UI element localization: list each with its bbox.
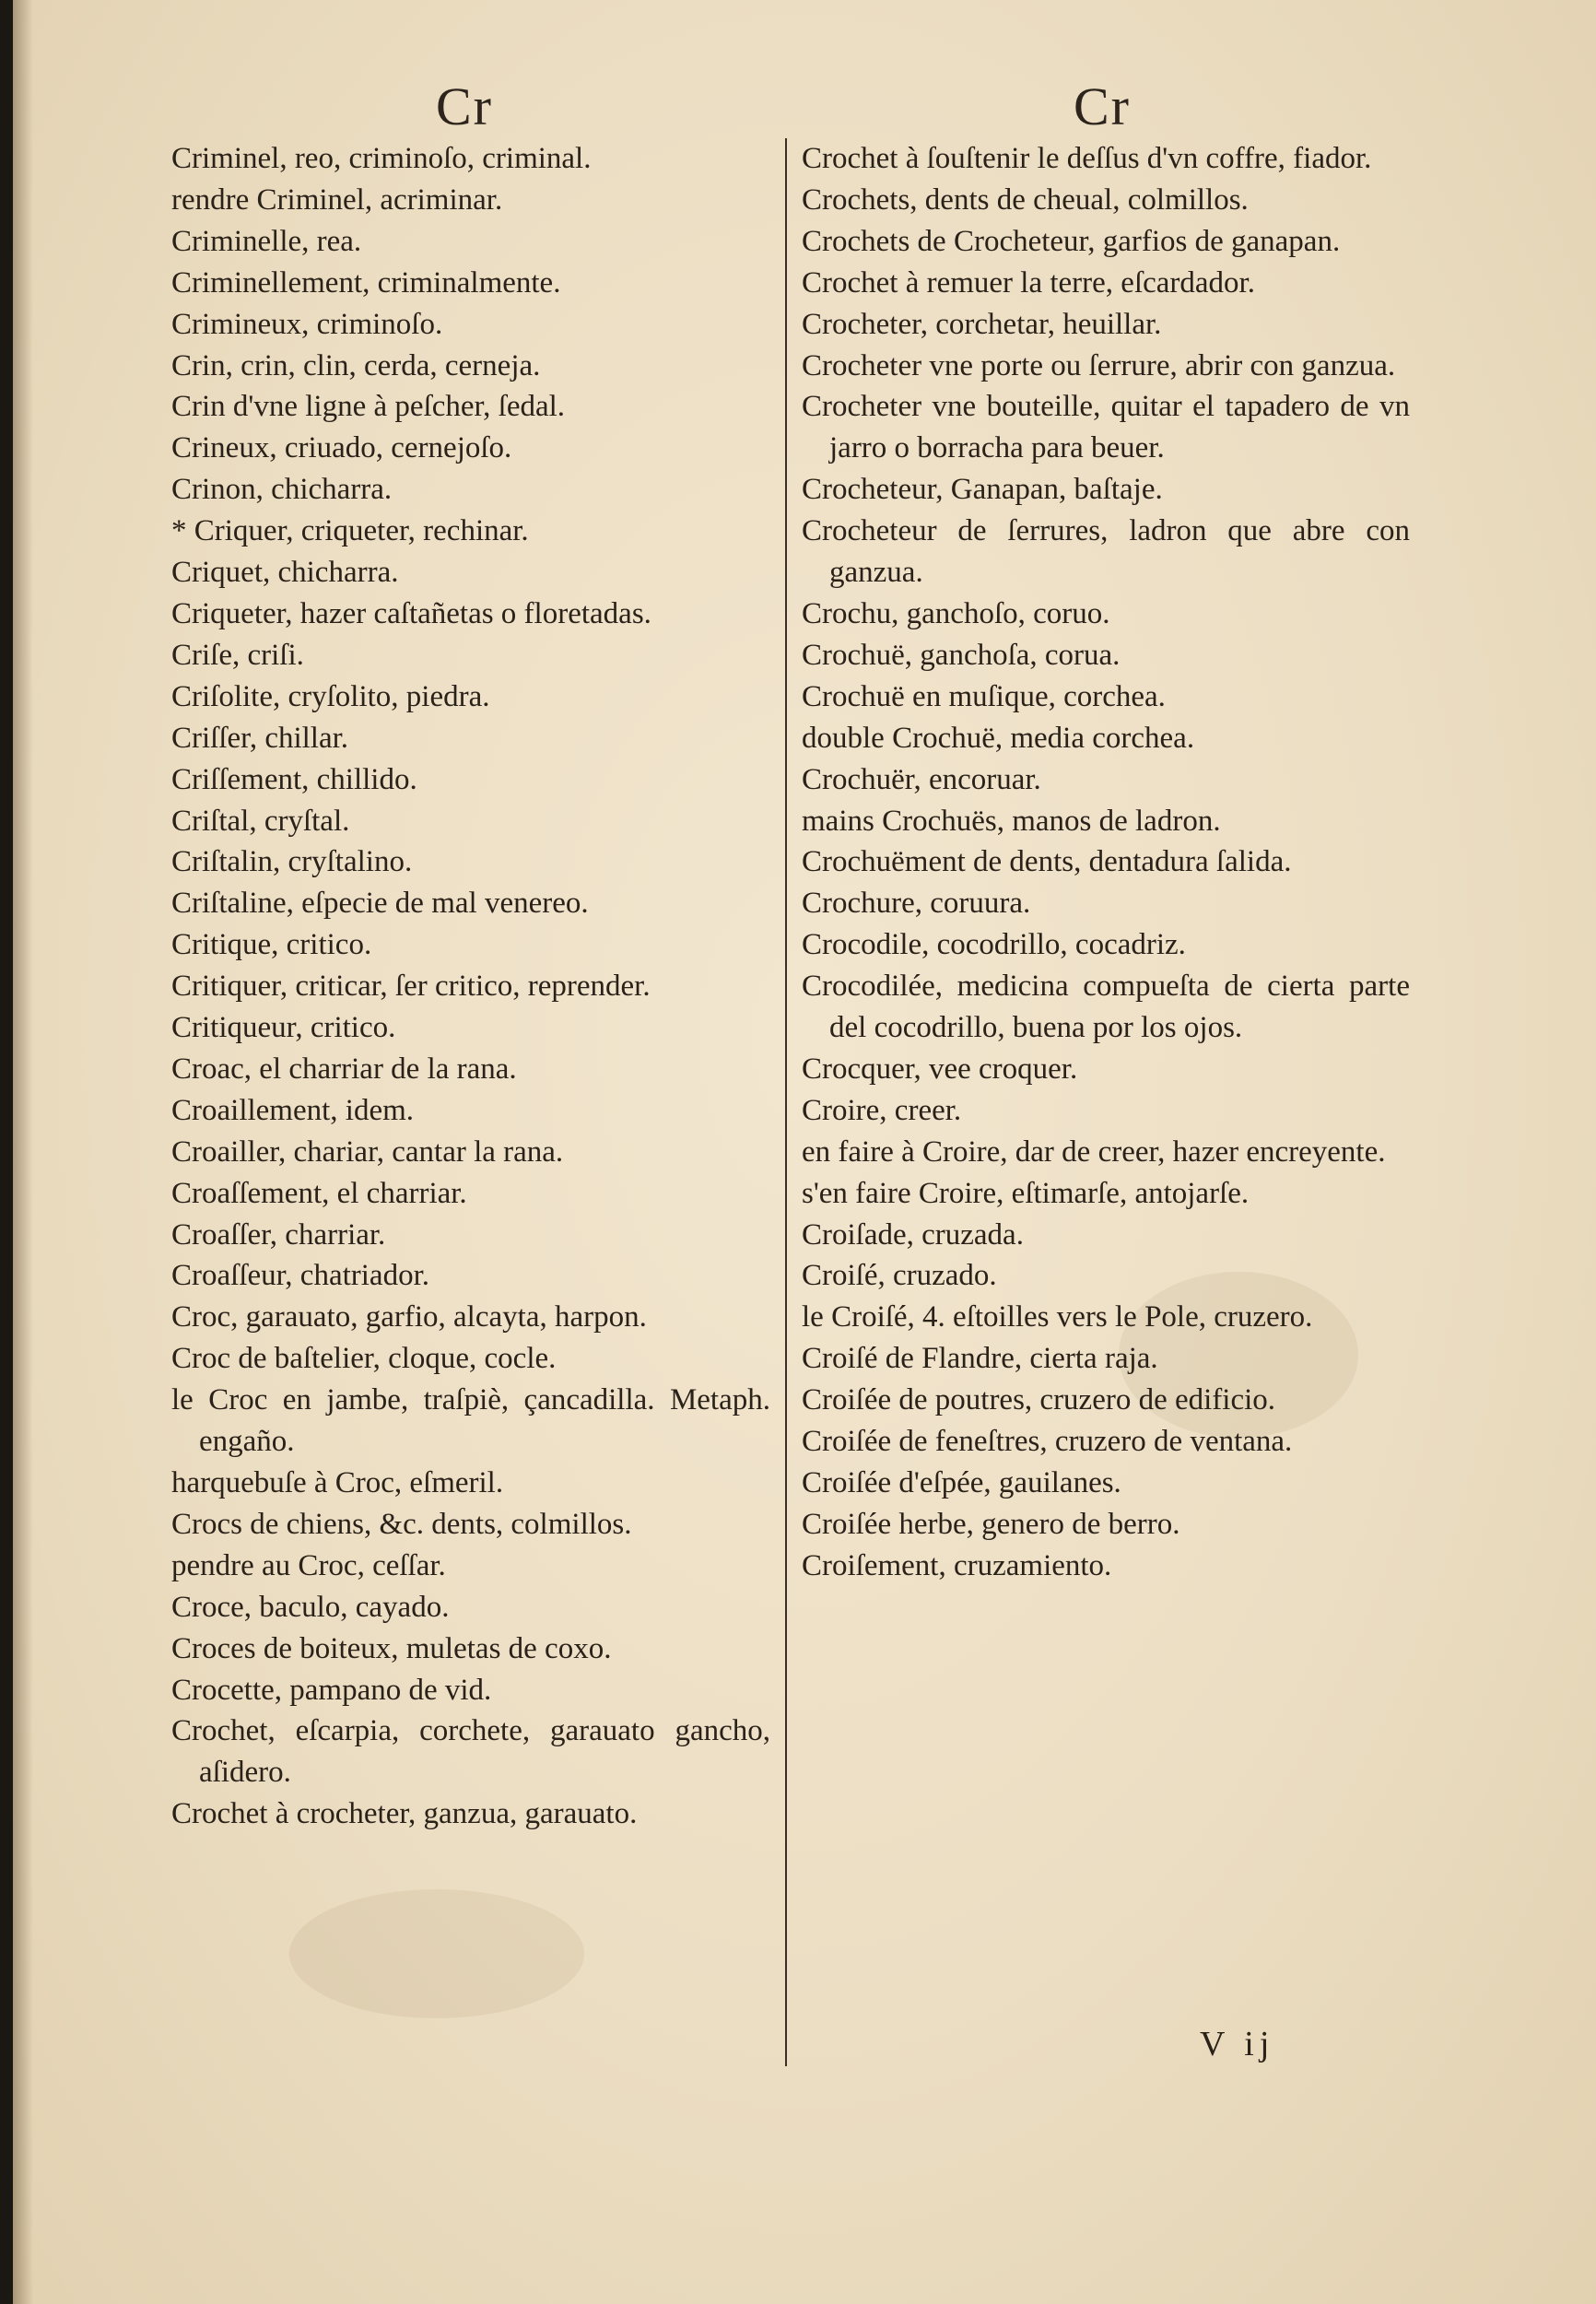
dictionary-entry: Crochet à ſouſtenir le deſſus d'vn coffre, fiador.	[802, 142, 1372, 175]
dictionary-entry: le Croc en jambe, traſpiè, çancadilla. Metaph. engaño.	[171, 1383, 770, 1459]
column-divider	[785, 138, 787, 2066]
dictionary-entry: Crocheteur de ſerrures, ladron que abre con ganzua.	[802, 514, 1410, 590]
dictionary-entry: Crochuë, ganchoſa, corua.	[802, 638, 1121, 672]
running-head-right: Cr	[1074, 76, 1131, 136]
right-column	[802, 138, 1410, 1587]
dictionary-entry: Croiſée d'eſpée, gauilanes.	[802, 1466, 1121, 1499]
dictionary-entry: Croc, garauato, garfio, alcayta, harpon.	[171, 1300, 647, 1334]
dictionary-entry: Crochets, dents de cheual, colmillos.	[802, 182, 1249, 217]
dictionary-entry: s'en faire Croire, eſtimarſe, antojarſe.	[802, 1176, 1250, 1210]
dictionary-entry: * Criquer, criqueter, rechinar.	[171, 514, 529, 548]
dictionary-entry: Croaillement, idem.	[171, 1093, 415, 1127]
dictionary-entry: Crocheteur, Ganapan, baſtaje.	[802, 473, 1163, 507]
dictionary-entry: Crocquer, vee croquer.	[802, 1052, 1078, 1086]
dictionary-entry: Criſſement, chillido.	[171, 762, 417, 796]
dictionary-entry: Croaſſement, el charriar.	[171, 1176, 467, 1210]
dictionary-entry: Crochet à crocheter, ganzua, garauato.	[171, 1797, 638, 1831]
dictionary-entry: Criſtalin, cryſtalino.	[171, 845, 413, 879]
dictionary-entry: Croaſſeur, chatriador.	[171, 1259, 429, 1293]
page-gutter-shadow	[13, 0, 33, 2304]
dictionary-entry: Criſtaline, eſpecie de mal venereo.	[171, 887, 589, 921]
dictionary-entry: le Croiſé, 4. eſtoilles vers le Pole, cruzero.	[802, 1300, 1313, 1334]
dictionary-entry: Crocheter vne bouteille, quitar el tapadero de vn jarro o borracha para beuer.	[802, 390, 1410, 465]
dictionary-entry: Crocheter vne porte ou ſerrure, abrir con ganzua.	[802, 348, 1396, 382]
dictionary-entry: Croiſement, cruzamiento.	[802, 1548, 1112, 1582]
dictionary-entry: Criminellement, criminalmente.	[171, 265, 561, 300]
dictionary-entry: Criſolite, cryſolito, piedra.	[171, 679, 490, 713]
dictionary-entry: Crochuër, encoruar.	[802, 762, 1041, 796]
dictionary-entry: pendre au Croc, ceſſar.	[171, 1548, 446, 1582]
dictionary-entry: Crocs de chiens, &c. dents, colmillos.	[171, 1507, 632, 1541]
dictionary-entry: Criquet, chicharra.	[171, 556, 399, 590]
paper-stain	[289, 1889, 584, 2018]
dictionary-entry: Crochets de Crocheteur, garfios de ganapan.	[802, 224, 1341, 258]
dictionary-page	[13, 0, 1596, 2304]
dictionary-entry: en faire à Croire, dar de creer, hazer encreyente.	[802, 1134, 1386, 1169]
dictionary-entry: rendre Criminel, acriminar.	[171, 182, 503, 217]
dictionary-entry: Crocodile, cocodrillo, cocadriz.	[802, 928, 1186, 962]
dictionary-entry: Crinon, chicharra.	[171, 473, 393, 507]
dictionary-entry: Croiſé, cruzado.	[802, 1259, 997, 1293]
dictionary-entry: Croce, baculo, cayado.	[171, 1590, 450, 1624]
dictionary-entry: Criminelle, rea.	[171, 224, 362, 258]
dictionary-entry: Critique, critico.	[171, 928, 372, 962]
dictionary-entry: mains Crochuës, manos de ladron.	[802, 804, 1221, 838]
dictionary-entry: Crochure, coruura.	[802, 887, 1031, 921]
dictionary-entry: Crin d'vne ligne à peſcher, ſedal.	[171, 390, 566, 424]
left-column	[171, 138, 770, 1835]
running-head-left: Cr	[436, 76, 493, 136]
dictionary-entry: harquebuſe à Croc, eſmeril.	[171, 1466, 504, 1499]
dictionary-entry: Croaſſer, charriar.	[171, 1217, 386, 1252]
dictionary-entry: Crocheter, corchetar, heuillar.	[802, 307, 1162, 341]
dictionary-entry: Criqueter, hazer caſtañetas o floretadas.	[171, 596, 651, 630]
dictionary-entry: Croiſé de Flandre, cierta raja.	[802, 1342, 1158, 1376]
dictionary-entry: double Crochuë, media corchea.	[802, 721, 1195, 755]
dictionary-entry: Croiſade, cruzada.	[802, 1217, 1024, 1252]
dictionary-entry: Croac, el charriar de la rana.	[171, 1052, 517, 1086]
dictionary-entry: Crochuë en muſique, corchea.	[802, 679, 1166, 713]
dictionary-entry: Crochu, ganchoſo, coruo.	[802, 596, 1110, 630]
dictionary-entry: Critiqueur, critico.	[171, 1011, 396, 1045]
dictionary-entry: Crocette, pampano de vid.	[171, 1673, 492, 1707]
dictionary-entry: Croiſée de poutres, cruzero de edificio.	[802, 1383, 1276, 1417]
dictionary-entry: Croiſée de feneſtres, cruzero de ventana.	[802, 1425, 1293, 1459]
dictionary-entry: Crocodilée, medicina compueſta de cierta parte del cocodrillo, buena por los ojos.	[802, 970, 1410, 1045]
dictionary-entry: Crineux, criuado, cernejoſo.	[171, 431, 512, 465]
dictionary-entry: Crochet à remuer la terre, eſcardador.	[802, 265, 1255, 300]
dictionary-entry: Croiſée herbe, genero de berro.	[802, 1507, 1180, 1541]
dictionary-entry: Croire, creer.	[802, 1093, 962, 1127]
dictionary-entry: Critiquer, criticar, ſer critico, reprender.	[171, 970, 651, 1004]
dictionary-entry: Criſe, criſi.	[171, 638, 304, 672]
signature-mark: V ij	[1200, 2025, 1275, 2063]
dictionary-entry: Crochuëment de dents, dentadura ſalida.	[802, 845, 1292, 879]
dictionary-entry: Criſſer, chillar.	[171, 721, 349, 755]
dictionary-entry: Croc de baſtelier, cloque, cocle.	[171, 1342, 557, 1376]
dictionary-entry: Criminel, reo, criminoſo, criminal.	[171, 142, 592, 175]
dictionary-entry: Crin, crin, clin, cerda, cerneja.	[171, 348, 541, 382]
dictionary-entry: Crimineux, criminoſo.	[171, 307, 443, 341]
dictionary-entry: Crochet, eſcarpia, corchete, garauato gancho, aſidero.	[171, 1714, 770, 1790]
dictionary-entry: Criſtal, cryſtal.	[171, 804, 350, 838]
dictionary-entry: Croailler, chariar, cantar la rana.	[171, 1134, 564, 1169]
dictionary-entry: Croces de boiteux, muletas de coxo.	[171, 1631, 612, 1665]
